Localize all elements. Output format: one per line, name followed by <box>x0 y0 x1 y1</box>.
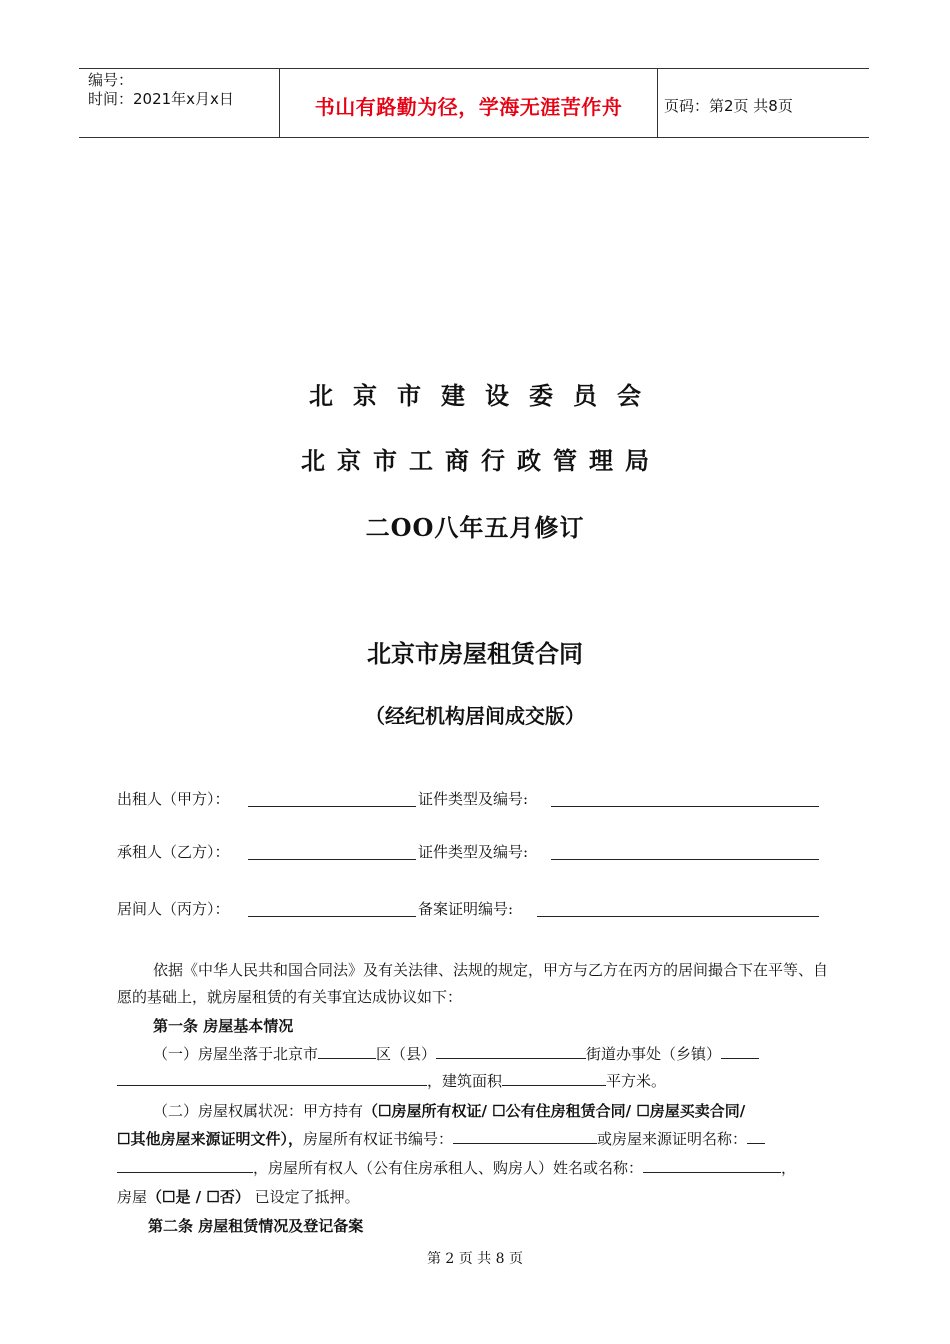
intro-paragraph: 依据《中华人民共和国合同法》及有关法律、法规的规定，甲方与乙方在丙方的居间撮合下在平等、自愿的基础上，就房屋租赁的有关事宜达成协议如下： <box>117 961 829 1006</box>
a1-item2-line1: （二）房屋权属状况：甲方持有（☐房屋所有权证/ ☐公有住房租赁合同/ ☐房屋买卖合同/ <box>153 1102 746 1120</box>
number-label: 编号： <box>88 71 134 89</box>
owner-name-blank[interactable] <box>643 1157 781 1173</box>
motto: 书山有路勤为径，学海无涯苦作舟 <box>314 94 623 119</box>
issuer-1: 北京市建设委员会 <box>309 381 661 410</box>
lessee-id-blank[interactable] <box>551 859 819 860</box>
page-info: 页码：第2页 共8页 <box>664 97 793 115</box>
county-blank[interactable] <box>436 1043 586 1059</box>
a1-item1-line2: ，建筑面积 平方米。 <box>117 1070 666 1092</box>
mortgage-choice[interactable]: （☐是 / ☐否） <box>147 1188 250 1206</box>
date-label: 时间：2021年x月x日 <box>88 90 234 108</box>
header-left <box>88 71 234 109</box>
page-header <box>79 68 869 138</box>
revision-date: 二OO八年五月修订 <box>365 513 585 542</box>
town-blank[interactable] <box>721 1043 759 1059</box>
article-1-heading: 第一条 房屋基本情况 <box>153 1017 294 1035</box>
source-name-blank-1[interactable] <box>747 1128 765 1144</box>
lessor-id-blank[interactable] <box>551 806 819 807</box>
certificate-number-blank[interactable] <box>453 1128 597 1144</box>
area-blank[interactable] <box>502 1070 606 1086</box>
broker-name-blank[interactable] <box>248 916 416 917</box>
lessor-name-blank[interactable] <box>248 806 416 807</box>
lessee-id-label: 证件类型及编号: <box>418 843 529 861</box>
broker-id-blank[interactable] <box>537 916 819 917</box>
broker-label: 居间人（丙方）： <box>117 900 230 918</box>
issuer-2: 北京市工商行政管理局 <box>301 446 661 475</box>
source-name-blank-2[interactable] <box>117 1157 253 1173</box>
contract-edition: （经纪机构居间成交版） <box>365 704 585 728</box>
lessor-id-label: 证件类型及编号: <box>418 790 529 808</box>
address-blank[interactable] <box>117 1070 427 1086</box>
lessee-name-blank[interactable] <box>248 859 416 860</box>
a1-item1-line1: （一）房屋坐落于北京市 区（县） 街道办事处（乡镇） <box>153 1043 759 1065</box>
article-2-heading: 第二条 房屋租赁情况及登记备案 <box>148 1217 364 1235</box>
broker-id-label: 备案证明编号: <box>418 900 514 918</box>
header-middle <box>279 69 658 137</box>
district-blank[interactable] <box>318 1043 376 1059</box>
lessee-label: 承租人（乙方）： <box>117 843 230 861</box>
a1-item2-line2: ☐其他房屋来源证明文件），房屋所有权证书编号： 或房屋来源证明名称： <box>117 1128 765 1150</box>
contract-title: 北京市房屋租赁合同 <box>367 639 583 668</box>
a1-item2-line3: ，房屋所有权人（公有住房承租人、购房人）姓名或名称： ， <box>117 1157 796 1179</box>
lessee-row <box>117 841 822 863</box>
broker-row <box>117 898 822 920</box>
a1-item2-line4: 房屋（☐是 / ☐否） 已设定了抵押。 <box>117 1188 360 1206</box>
lessor-label: 出租人（甲方）： <box>117 790 230 808</box>
page-footer: 第 2 页 共 8 页 <box>426 1251 524 1267</box>
lessor-row <box>117 788 822 810</box>
